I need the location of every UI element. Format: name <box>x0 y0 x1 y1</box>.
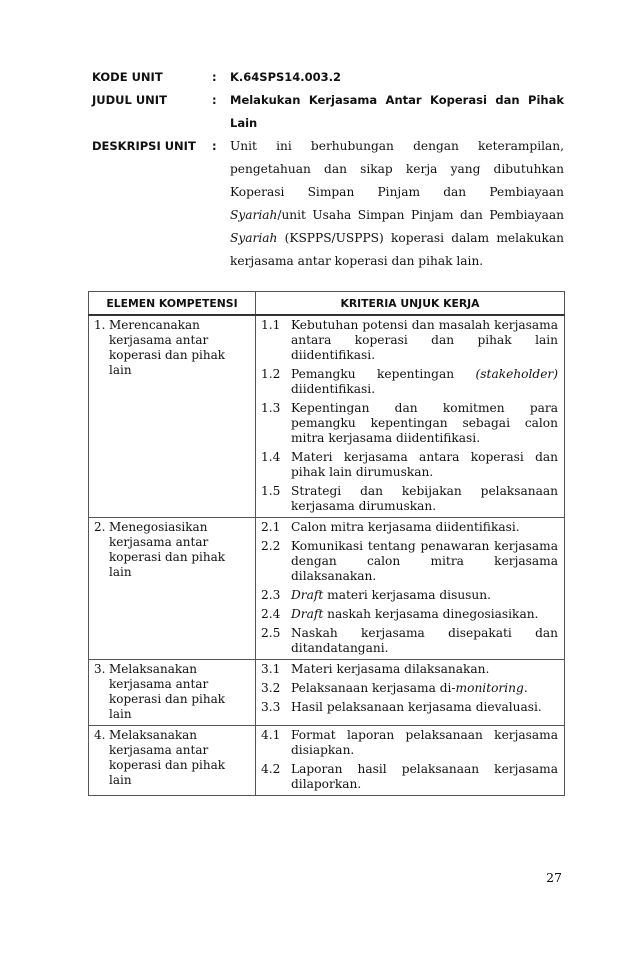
kriteria-text <box>291 520 558 535</box>
kriteria-text-part: Laporan hasil pelaksanaan kerjasama dilaporkan. <box>291 762 558 791</box>
judul-unit-line: Melakukan Kerjasama Antar Koperasi dan Pihak <box>230 93 564 107</box>
kriteria-item <box>261 367 558 397</box>
kriteria-cell <box>256 660 565 726</box>
table-row <box>89 660 565 726</box>
kriteria-item <box>261 728 558 758</box>
deskripsi-line: kerjasama antar koperasi dan pihak lain. <box>230 254 484 268</box>
elemen-text: Merencanakan kerjasama antar koperasi dan pihak lain <box>109 318 226 377</box>
kriteria-item <box>261 626 558 656</box>
kriteria-text <box>291 450 558 480</box>
elemen-item <box>94 520 249 580</box>
deskripsi-line <box>230 227 564 250</box>
judul-unit-row <box>92 89 564 135</box>
kriteria-cell <box>256 726 565 796</box>
kriteria-text-part: Materi kerjasama antara koperasi dan pihak lain dirumuskan. <box>291 450 558 479</box>
elemen-cell <box>89 660 256 726</box>
table-row <box>89 726 565 796</box>
kriteria-item <box>261 607 558 622</box>
kriteria-text <box>291 607 558 622</box>
kriteria-text-part: naskah kerjasama dinegosiasikan. <box>323 607 539 621</box>
kriteria-text <box>291 626 558 656</box>
deskripsi-line: Unit ini berhubungan dengan keterampilan, <box>230 139 564 153</box>
elemen-text: Menegosiasikan kerjasama antar koperasi dan pihak lain <box>109 520 226 579</box>
deskripsi-line-text: /unit Usaha Simpan Pinjam dan Pembiayaan <box>277 208 564 222</box>
kriteria-number: 2.3 <box>261 588 281 602</box>
kriteria-number: 1.4 <box>261 450 281 464</box>
kriteria-item <box>261 588 558 603</box>
table-header-row <box>89 292 565 316</box>
kriteria-number: 4.2 <box>261 762 281 776</box>
colon: : <box>212 70 217 84</box>
kriteria-text-italic: (stakeholder) <box>475 367 558 381</box>
kriteria-text-part: Komunikasi tentang penawaran kerjasama dengan calon mitra kerjasama dilaksanakan. <box>291 539 558 583</box>
kriteria-text <box>291 681 558 696</box>
kriteria-number: 1.2 <box>261 367 281 381</box>
kriteria-text-part: materi kerjasama disusun. <box>323 588 492 602</box>
elemen-cell <box>89 315 256 518</box>
colon: : <box>212 139 217 153</box>
elemen-item <box>94 662 249 722</box>
table-row <box>89 315 565 518</box>
kompetensi-table <box>88 291 565 796</box>
kriteria-text-part: Pelaksanaan kerjasama di- <box>291 681 456 695</box>
kriteria-number: 3.1 <box>261 662 281 676</box>
kriteria-text-part: Hasil pelaksanaan kerjasama dievaluasi. <box>291 700 542 714</box>
deskripsi-unit-row <box>92 135 564 273</box>
kriteria-item <box>261 450 558 480</box>
kriteria-text-part: Kepentingan dan komitmen para pemangku kepentingan sebagai calon mitra kerjasama diidentifikasi. <box>291 401 558 445</box>
deskripsi-unit-value <box>230 135 564 273</box>
kriteria-number: 1.5 <box>261 484 281 498</box>
kriteria-item <box>261 401 558 446</box>
deskripsi-unit-label: DESKRIPSI UNIT <box>92 139 196 153</box>
kriteria-text-part: Format laporan pelaksanaan kerjasama disiapkan. <box>291 728 558 757</box>
kriteria-text-italic: monitoring <box>455 681 524 695</box>
page-number: 27 <box>546 870 562 885</box>
kriteria-item <box>261 762 558 792</box>
deskripsi-line <box>230 204 564 227</box>
kriteria-text-part: Materi kerjasama dilaksanakan. <box>291 662 490 676</box>
deskripsi-line-text: (KSPPS/USPPS) koperasi dalam melakukan <box>277 231 564 245</box>
kriteria-item <box>261 318 558 363</box>
deskripsi-italic: Syariah <box>230 208 278 222</box>
kriteria-text <box>291 700 558 715</box>
elemen-text: Melaksanakan kerjasama antar koperasi dan pihak lain <box>109 728 226 787</box>
kriteria-text-part: Strategi dan kebijakan pelaksanaan kerjasama dirumuskan. <box>291 484 558 513</box>
kriteria-text-part: Naskah kerjasama disepakati dan ditandatangani. <box>291 626 558 655</box>
kode-unit-label: KODE UNIT <box>92 70 163 84</box>
judul-unit-label: JUDUL UNIT <box>92 93 167 107</box>
kriteria-text-part: Pemangku kepentingan <box>291 367 476 381</box>
kriteria-item <box>261 700 558 715</box>
kriteria-item <box>261 681 558 696</box>
kode-unit-value: K.64SPS14.003.2 <box>230 70 342 84</box>
kriteria-number: 2.1 <box>261 520 281 534</box>
header-elemen: ELEMEN KOMPETENSI <box>89 292 256 316</box>
colon: : <box>212 93 217 107</box>
elemen-number: 2. <box>94 520 106 534</box>
deskripsi-line: pengetahuan dan sikap kerja yang dibutuhkan <box>230 162 564 176</box>
kriteria-cell <box>256 518 565 660</box>
elemen-cell <box>89 726 256 796</box>
kriteria-text <box>291 539 558 584</box>
elemen-number: 1. <box>94 318 106 332</box>
kriteria-text <box>291 728 558 758</box>
kriteria-number: 2.4 <box>261 607 281 621</box>
kriteria-number: 1.1 <box>261 318 281 332</box>
kriteria-item <box>261 539 558 584</box>
kriteria-text <box>291 662 558 677</box>
kriteria-text <box>291 588 558 603</box>
kriteria-text <box>291 484 558 514</box>
judul-unit-value <box>230 89 564 135</box>
kriteria-item <box>261 520 558 535</box>
deskripsi-line: Koperasi Simpan Pinjam dan Pembiayaan <box>230 185 564 199</box>
kode-unit-row <box>92 66 564 89</box>
unit-info <box>92 66 564 273</box>
kriteria-text-part: Kebutuhan potensi dan masalah kerjasama antara koperasi dan pihak lain diidentifikasi. <box>291 318 558 362</box>
judul-unit-line: Lain <box>230 116 258 130</box>
kriteria-text-italic: Draft <box>291 588 324 602</box>
kriteria-number: 1.3 <box>261 401 281 415</box>
kriteria-text <box>291 401 558 446</box>
deskripsi-italic: Syariah <box>230 231 278 245</box>
kriteria-number: 4.1 <box>261 728 281 742</box>
kriteria-text-part: . <box>523 681 528 695</box>
elemen-item <box>94 728 249 788</box>
kriteria-text-italic: Draft <box>291 607 324 621</box>
table-row <box>89 518 565 660</box>
kriteria-text <box>291 762 558 792</box>
elemen-item <box>94 318 249 378</box>
elemen-text: Melaksanakan kerjasama antar koperasi dan pihak lain <box>109 662 226 721</box>
kriteria-text-part: diidentifikasi. <box>291 382 376 396</box>
kriteria-number: 2.2 <box>261 539 281 553</box>
kriteria-number: 3.2 <box>261 681 281 695</box>
kriteria-text <box>291 318 558 363</box>
kriteria-text-part: Calon mitra kerjasama diidentifikasi. <box>291 520 520 534</box>
kriteria-number: 3.3 <box>261 700 281 714</box>
kriteria-text <box>291 367 558 397</box>
kriteria-item <box>261 662 558 677</box>
header-kriteria: KRITERIA UNJUK KERJA <box>256 292 565 316</box>
kriteria-item <box>261 484 558 514</box>
kriteria-cell <box>256 315 565 518</box>
elemen-number: 4. <box>94 728 106 742</box>
elemen-cell <box>89 518 256 660</box>
kriteria-number: 2.5 <box>261 626 281 640</box>
elemen-number: 3. <box>94 662 106 676</box>
